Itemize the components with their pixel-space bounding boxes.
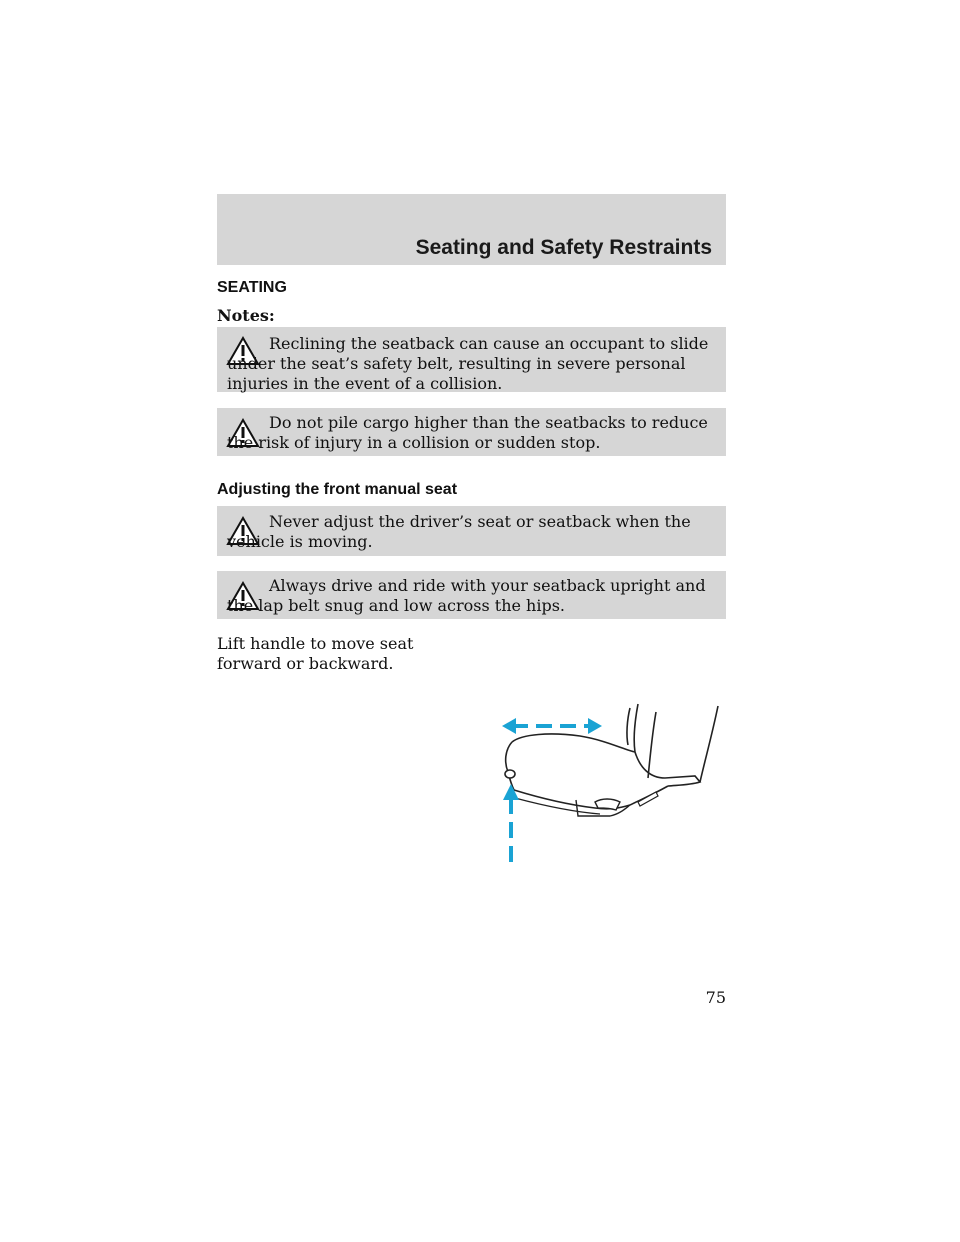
warning-box [217, 506, 726, 556]
notes-label: Notes: [217, 306, 275, 325]
page-title: Seating and Safety Restraints [415, 236, 712, 259]
warning-text: Reclining the seatback can cause an occupant to slide under the seat’s safety belt, resulting in severe personal injuries in the event of a collision. [227, 334, 709, 393]
instruction-text: Lift handle to move seat forward or backward. [217, 634, 414, 673]
section-heading: SEATING [217, 279, 287, 296]
warning-box [217, 327, 726, 392]
page-number: 75 [705, 988, 726, 1007]
header-band [217, 194, 726, 265]
seat-adjust-diagram-icon [490, 690, 730, 870]
warning-text: Never adjust the driver’s seat or seatback when the vehicle is moving. [227, 512, 691, 551]
warning-text: Always drive and ride with your seatback upright and the lap belt snug and low across the hips. [227, 576, 706, 615]
warning-text: Do not pile cargo higher than the seatbacks to reduce the risk of injury in a collision or sudden stop. [227, 413, 708, 452]
warning-box [217, 571, 726, 619]
subsection-heading: Adjusting the front manual seat [217, 481, 458, 498]
warning-box [217, 408, 726, 456]
